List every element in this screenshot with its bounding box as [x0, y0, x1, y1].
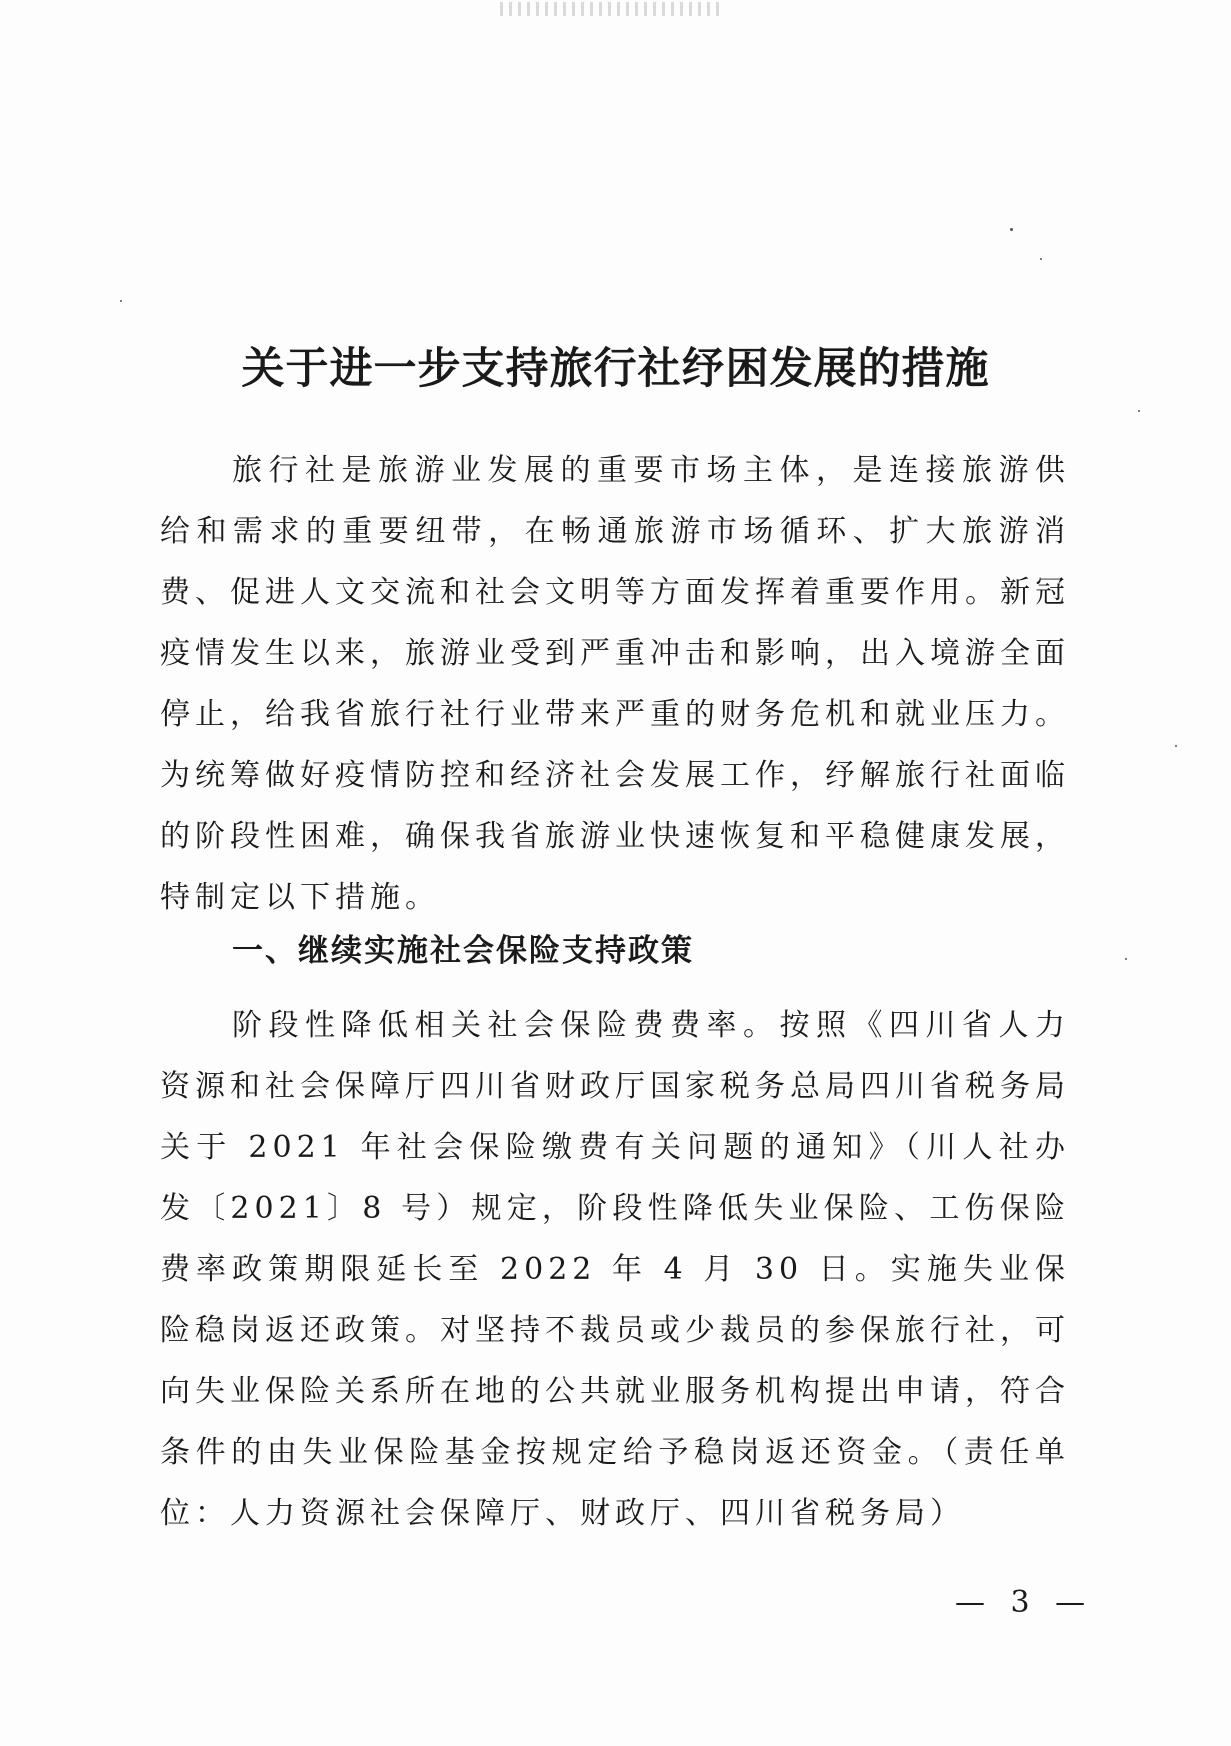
scan-speck [1125, 958, 1127, 960]
section-paragraph-1: 阶段性降低相关社会保险费费率。按照《四川省人力资源和社会保障厅四川省财政厅国家税务总局四川省税务局关于 2021 年社会保险缴费有关问题的通知》（川人社办发〔2021〕8 号）规定，阶段性降低失业保险、工伤保险费率政策期限延长至 2022 年 4 月 30 日。实施失业保险稳岗返还政策。对坚持不裁员或少裁员的参保旅行社，可向失业保险关系所在地的公共就业服务机构提出申请，符合条件的由失业保险基金按规定给予稳岗返还资金。（责任单位：人力资源社会保障厅、财政厅、四川省税务局） [160, 1008, 1070, 1531]
scan-speck [1175, 745, 1177, 747]
section-heading-1: 一、继续实施社会保险支持政策 [232, 933, 694, 969]
scan-speck [1138, 410, 1140, 412]
scan-smudge [500, 2, 720, 16]
scan-speck [120, 300, 122, 302]
page-number: — 3 — [955, 1585, 1094, 1620]
scan-speck [1010, 228, 1013, 231]
document-title: 关于进一步支持旅行社纾困发展的措施 [241, 344, 990, 394]
intro-paragraph: 旅行社是旅游业发展的重要市场主体，是连接旅游供给和需求的重要纽带，在畅通旅游市场循环、扩大旅游消费、促进人文交流和社会文明等方面发挥着重要作用。新冠疫情发生以来，旅游业受到严重冲击和影响，出入境游全面停止，给我省旅行社行业带来严重的财务危机和就业压力。为统筹做好疫情防控和经济社会发展工作，纾解旅行社面临的阶段性困难，确保我省旅游业快速恢复和平稳健康发展，特制定以下措施。 [160, 453, 1070, 915]
scan-speck [1040, 258, 1042, 260]
